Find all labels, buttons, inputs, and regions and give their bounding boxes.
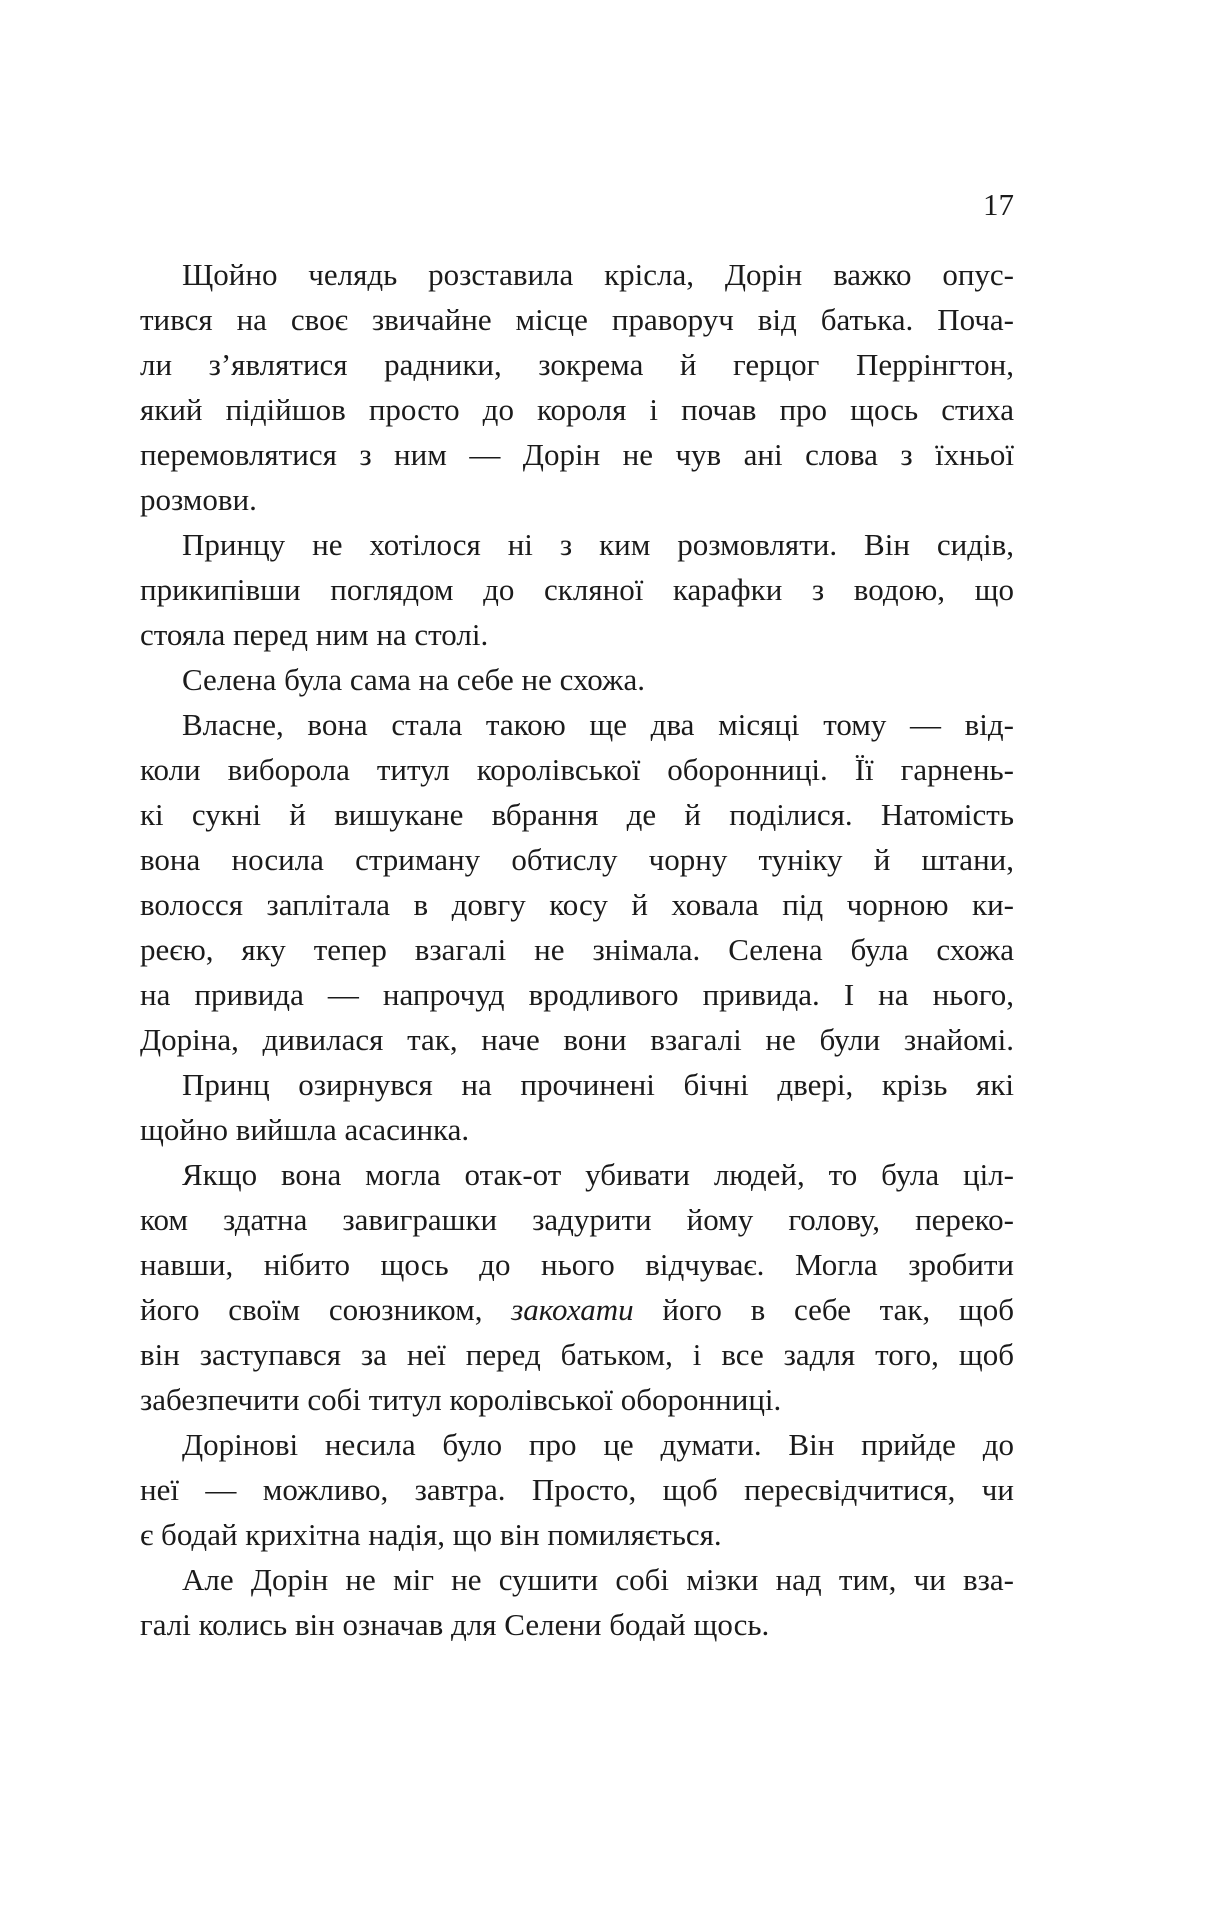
text-line: волосся заплітала в довгу косу й ховала під чорною ки- [140,887,1014,922]
paragraph [140,702,1014,1062]
text-line: прикипівши поглядом до скляної карафки з водою, що [140,572,1014,607]
page-number: 17 [983,187,1014,222]
text-line: вона носила стриману обтислу чорну туніку й штани, [140,842,1014,877]
text-line: забезпечити собі титул королівської оборонниці. [140,1382,782,1417]
text-line [140,1287,1014,1332]
text-line: на привида — напрочуд вродливого привида. І на нього, [140,977,1014,1012]
text-line: є бодай крихітна надія, що він помиляється. [140,1517,722,1552]
paragraph [140,1422,1014,1557]
text-line: Щойно челядь розставила крісла, Дорін важко опус- [182,257,1014,292]
text-line: ком здатна завиграшки задурити йому голову, переко- [140,1202,1014,1237]
paragraph [140,1152,1014,1422]
paragraph [140,657,1014,702]
text-line: коли виборола титул королівської оборонниці. Її гарнень- [140,752,1014,787]
text-line: перемовлятися з ним — Дорін не чув ані слова з їхньої [140,437,1014,472]
text-line: Дорінові несила було про це думати. Він прийде до [182,1427,1014,1462]
text-line: Принцу не хотілося ні з ким розмовляти. Він сидів, [182,527,1014,562]
text-line: розмови. [140,482,257,517]
text-line: стояла перед ним на столі. [140,617,489,652]
text-line: галі колись він означав для Селени бодай щось. [140,1607,770,1642]
text-block [140,252,1014,1647]
text-segment: його в себе так, щоб [633,1292,1014,1327]
text-line: кі сукні й вишукане вбрання де й поділися. Натомість [140,797,1014,832]
italic-phrase: закохати [511,1292,634,1327]
text-line: Якщо вона могла отак-от убивати людей, то була ціл- [182,1157,1014,1192]
text-line: Принц озирнувся на прочинені бічні двері, крізь які [182,1067,1014,1102]
text-segment: його своїм союзником, [140,1292,512,1327]
text-line: неї — можливо, завтра. Просто, щоб пересвідчитися, чи [140,1472,1014,1507]
paragraph [140,252,1014,522]
text-line: ли з’являтися радники, зокрема й герцог Перрінгтон, [140,347,1014,382]
text-line: щойно вийшла асасинка. [140,1112,470,1147]
text-line: Доріна, дивилася так, наче вони взагалі не були знайомі. [140,1022,1014,1057]
paragraph [140,1557,1014,1647]
text-line: Але Дорін не міг не сушити собі мізки над тим, чи вза- [182,1562,1014,1597]
text-line: Селена була сама на себе не схожа. [182,662,645,697]
text-line: реєю, яку тепер взагалі не знімала. Селена була схожа [140,932,1014,967]
text-line: який підійшов просто до короля і почав про щось стиха [140,392,1014,427]
paragraph [140,1062,1014,1152]
text-line: навши, нібито щось до нього відчуває. Могла зробити [140,1247,1014,1282]
text-line: Власне, вона стала такою ще два місяці тому — від- [182,707,1014,742]
text-line: він заступався за неї перед батьком, і все задля того, щоб [140,1337,1014,1372]
text-line: тився на своє звичайне місце праворуч від батька. Поча- [140,302,1014,337]
paragraph [140,522,1014,657]
